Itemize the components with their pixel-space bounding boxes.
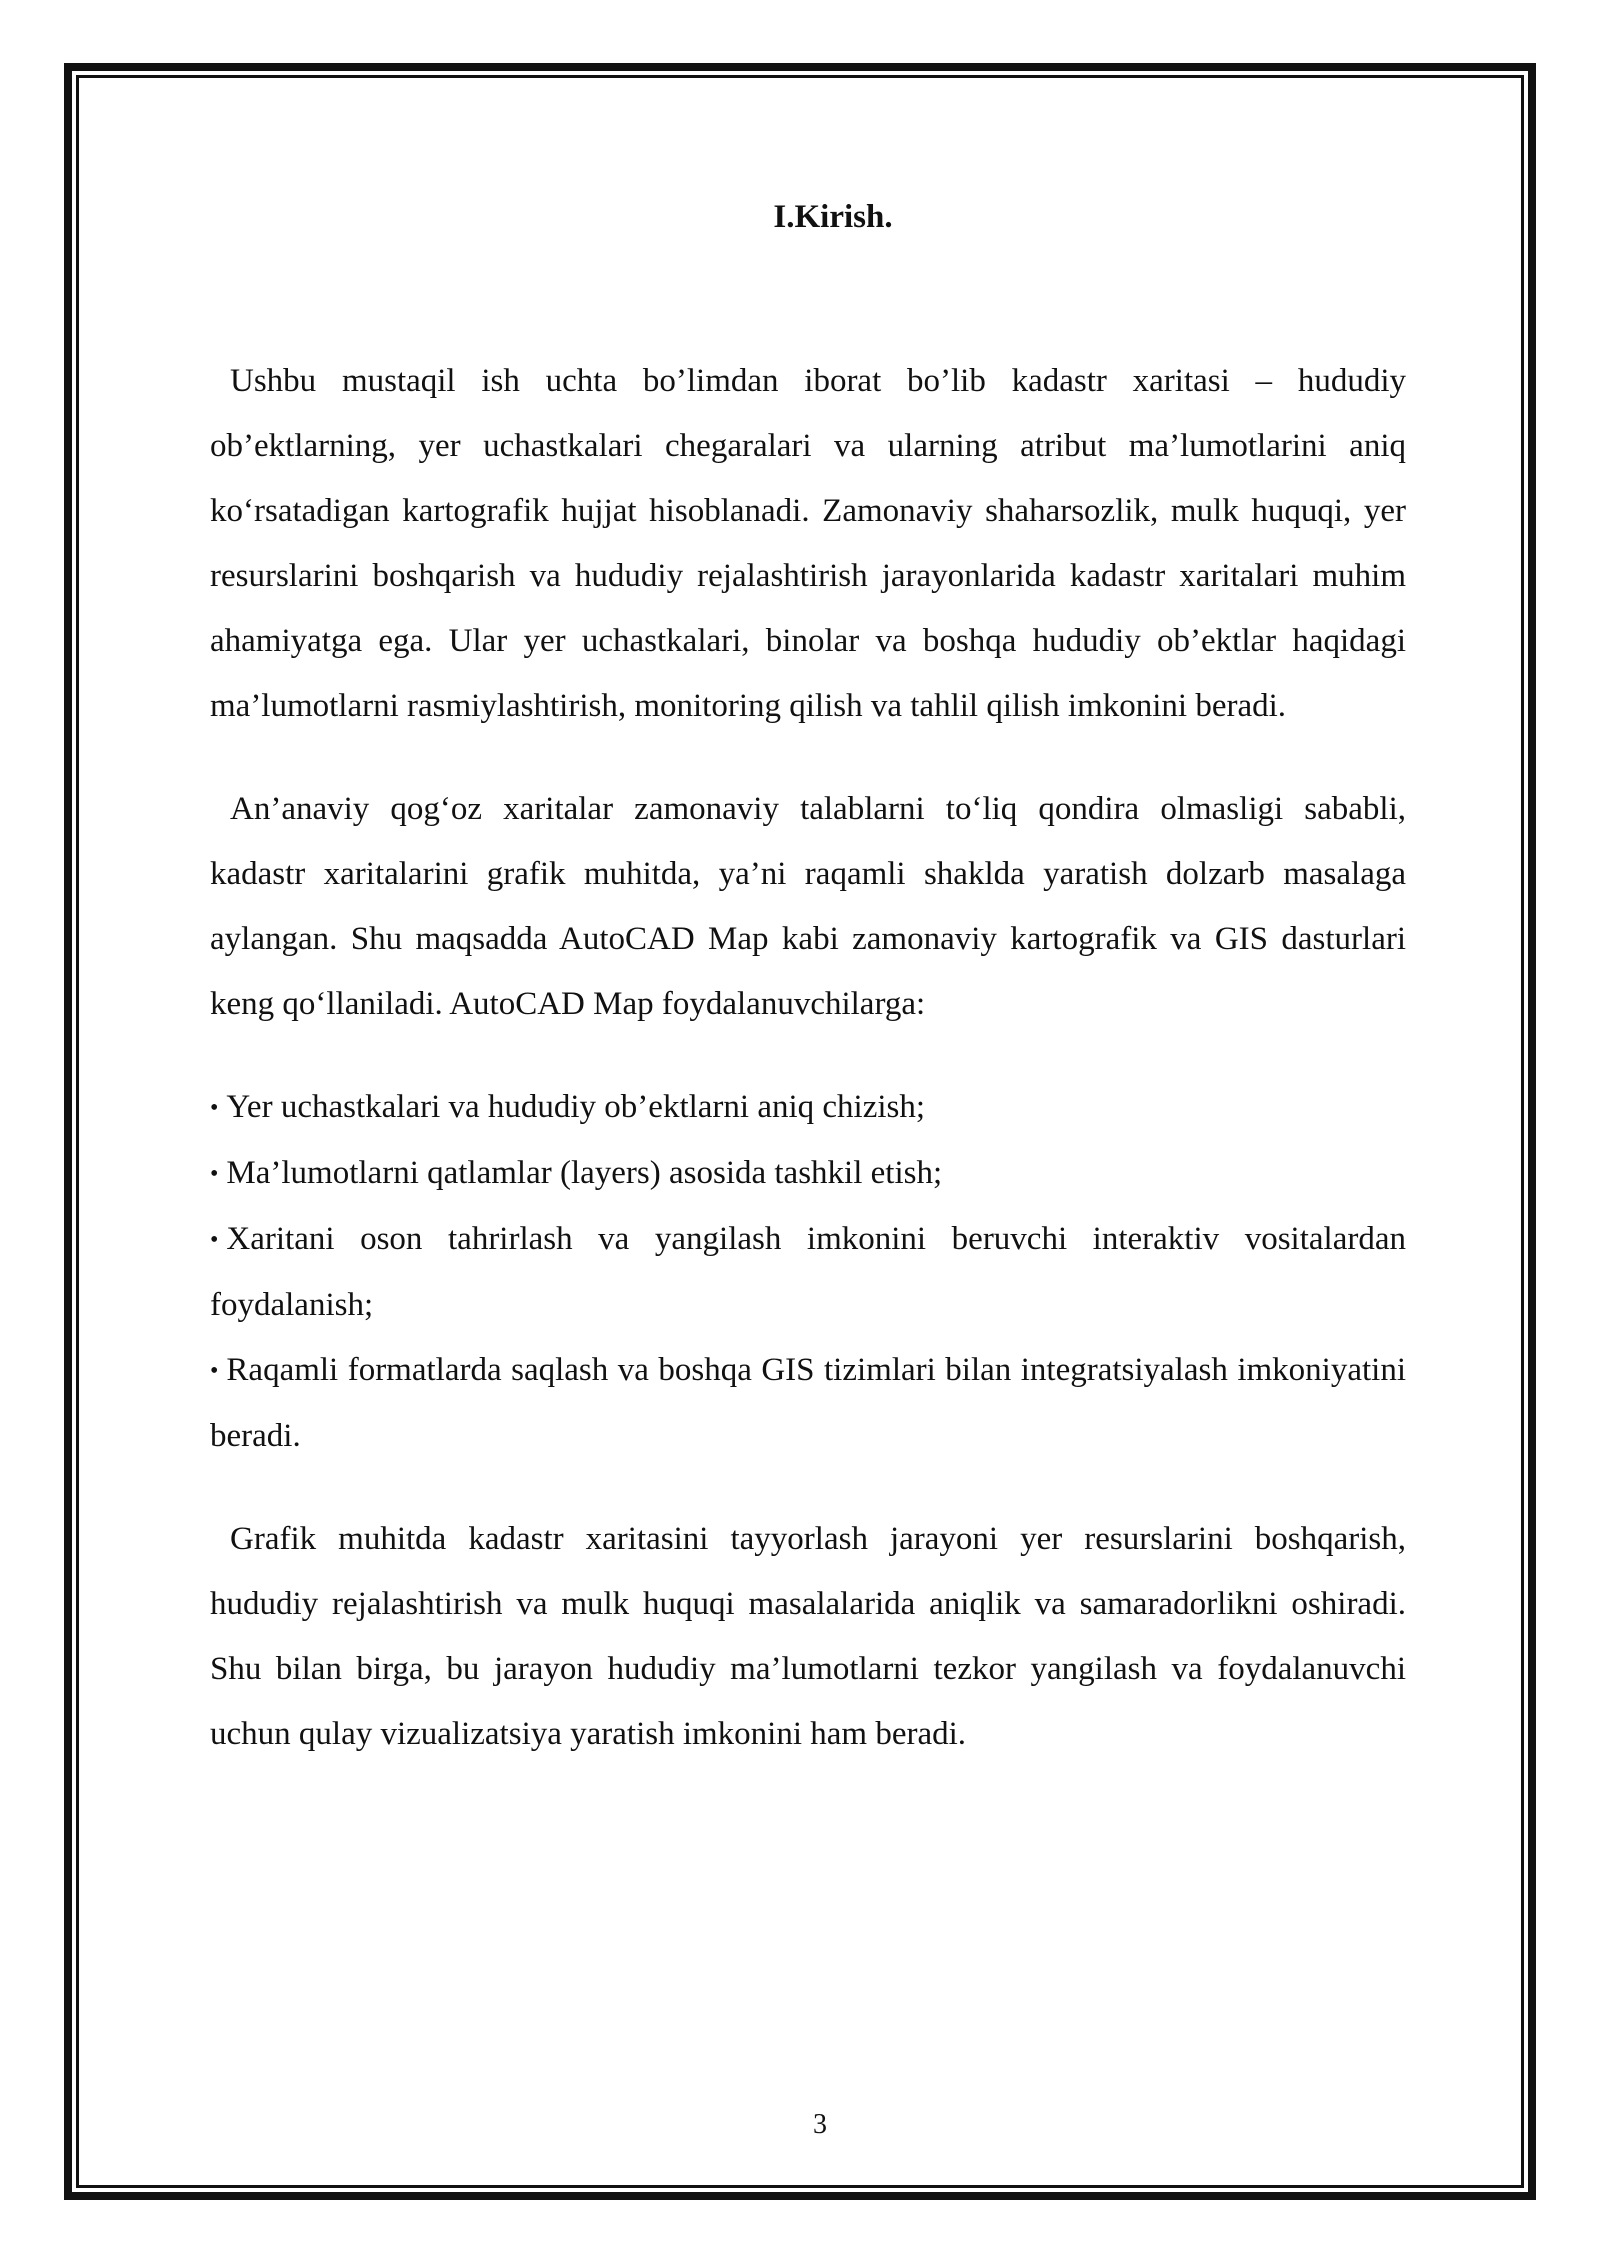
feature-list	[210, 1075, 1406, 1469]
bullet-icon: •	[210, 1095, 219, 1121]
intro-paragraph: Ushbu mustaqil ish uchta bo’limdan iborat bo’lib kadastr xaritasi – hududiy ob’ektlarning, yer uchastkalari chegaralari va ularning atribut ma’lumotlarini aniq ko‘rsatadigan kartografik hujjat hisoblanadi. Zamonaviy shaharsozlik, mulk huquqi, yer resurslarini boshqarish va hududiy rejalashtirish jarayonlarida kadastr xaritalari muhim ahamiyatga ega. Ular yer uchastkalari, binolar va boshqa hududiy ob’ektlar haqidagi ma’lumotlarni rasmiylashtirish, monitoring qilish va tahlil qilish imkonini beradi.	[210, 363, 1406, 724]
closing-paragraph: Grafik muhitda kadastr xaritasini tayyorlash jarayoni yer resurslarini boshqarish, hududiy rejalashtirish va mulk huquqi masalalarida aniqlik va samaradorlikni oshiradi. Shu bilan birga, bu jarayon hududiy ma’lumotlarni tezkor yangilash va foydalanuvchi uchun qulay vizualizatsiya yaratish imkonini ham beradi.	[210, 1521, 1406, 1752]
list-item	[210, 1075, 1406, 1141]
list-item-text: Raqamli formatlarda saqlash va boshqa GIS tizimlari bilan integratsiyalash imkoniyatini beradi.	[210, 1352, 1406, 1454]
list-item	[210, 1338, 1406, 1469]
list-item-text: Ma’lumotlarni qatlamlar (layers) asosida tashkil etish;	[226, 1155, 943, 1191]
list-item	[210, 1207, 1406, 1338]
list-item-text: Xaritani oson tahrirlash va yangilash imkonini beruvchi interaktiv vositalardan foydalanish;	[210, 1221, 1406, 1323]
page-content	[210, 195, 1406, 1805]
bullet-icon: •	[210, 1358, 219, 1384]
bullet-icon: •	[210, 1227, 219, 1253]
autocad-paragraph: An’anaviy qog‘oz xaritalar zamonaviy talablarni to‘liq qondira olmasligi sababli, kadastr xaritalarini grafik muhitda, ya’ni raqamli shaklda yaratish dolzarb masalaga aylangan. Shu maqsadda AutoCAD Map kabi zamonaviy kartografik va GIS dasturlari keng qo‘llaniladi. AutoCAD Map foydalanuvchilarga:	[210, 791, 1406, 1022]
bullet-icon: •	[210, 1161, 219, 1187]
list-item	[210, 1141, 1406, 1207]
page-number: 3	[813, 2109, 827, 2140]
list-item-text: Yer uchastkalari va hududiy ob’ektlarni aniq chizish;	[226, 1089, 926, 1125]
section-title: I.Kirish.	[773, 199, 893, 235]
